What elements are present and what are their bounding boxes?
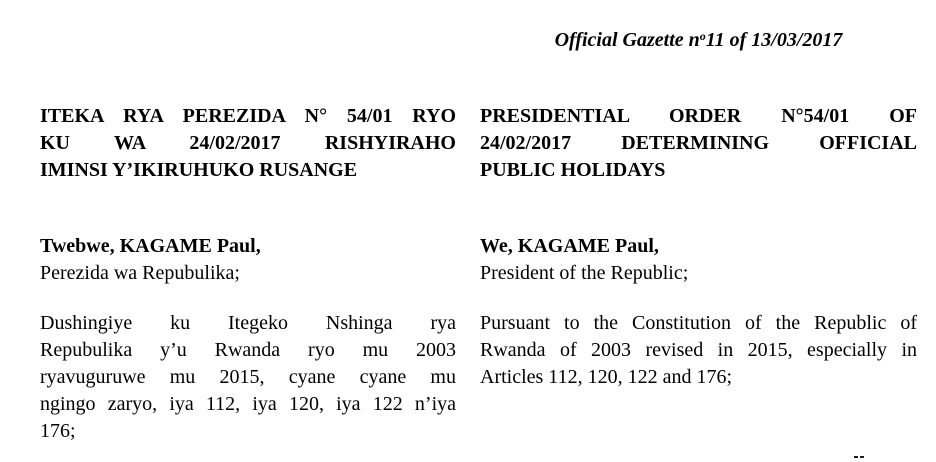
title-line: IMINSI Y’IKIRUHUKO RUSANGE (40, 159, 358, 181)
paragraph-line: 176; (40, 420, 76, 442)
paragraph-line: Repubulika y’u Rwanda ryo mu 2003 (40, 339, 456, 361)
salutation-role-text: Perezida wa Repubulika; (40, 262, 240, 284)
gazette-header-suffix: 11 of 13/03/2017 (705, 29, 843, 51)
gazette-header-prefix: Official Gazette n (554, 29, 700, 51)
pursuant-paragraph-kinyarwanda (40, 310, 456, 445)
title-line: ITEKA RYA PEREZIDA N° 54/01 RYO (40, 105, 456, 127)
title-line: KU WA 24/02/2017 RISHYIRAHO (40, 132, 456, 154)
order-title-kinyarwanda (40, 103, 456, 184)
title-line: PRESIDENTIAL ORDER N°54/01 OF (480, 105, 917, 127)
salutation-role-text: President of the Republic; (480, 262, 689, 284)
title-line: PUBLIC HOLIDAYS (480, 159, 666, 181)
order-title-english (480, 103, 917, 184)
preamble-kinyarwanda (40, 233, 456, 287)
column-english (480, 0, 917, 462)
salutation-text: We, KAGAME Paul, (480, 235, 659, 257)
paragraph-line: Pursuant to the Constitution of the Republic of (480, 312, 917, 334)
paragraph-line: ngingo zaryo, iya 112, iya 120, iya 122 n’iya (40, 393, 456, 415)
title-line: 24/02/2017 DETERMINING OFFICIAL (480, 132, 917, 154)
paragraph-line: ryavuguruwe mu 2015, cyane cyane mu (40, 366, 456, 388)
pursuant-paragraph-english (480, 310, 917, 391)
paragraph-line: Rwanda of 2003 revised in 2015, especially in (480, 339, 917, 361)
preamble-english (480, 233, 917, 287)
column-kinyarwanda (40, 0, 456, 462)
salutation-text: Twebwe, KAGAME Paul, (40, 235, 261, 257)
clipped-next-line-glyph-fragment (854, 456, 868, 459)
gazette-issue-superscript: o (699, 29, 706, 43)
paragraph-line: Dushingiye ku Itegeko Nshinga rya (40, 312, 456, 334)
paragraph-line: Articles 112, 120, 122 and 176; (480, 366, 733, 388)
